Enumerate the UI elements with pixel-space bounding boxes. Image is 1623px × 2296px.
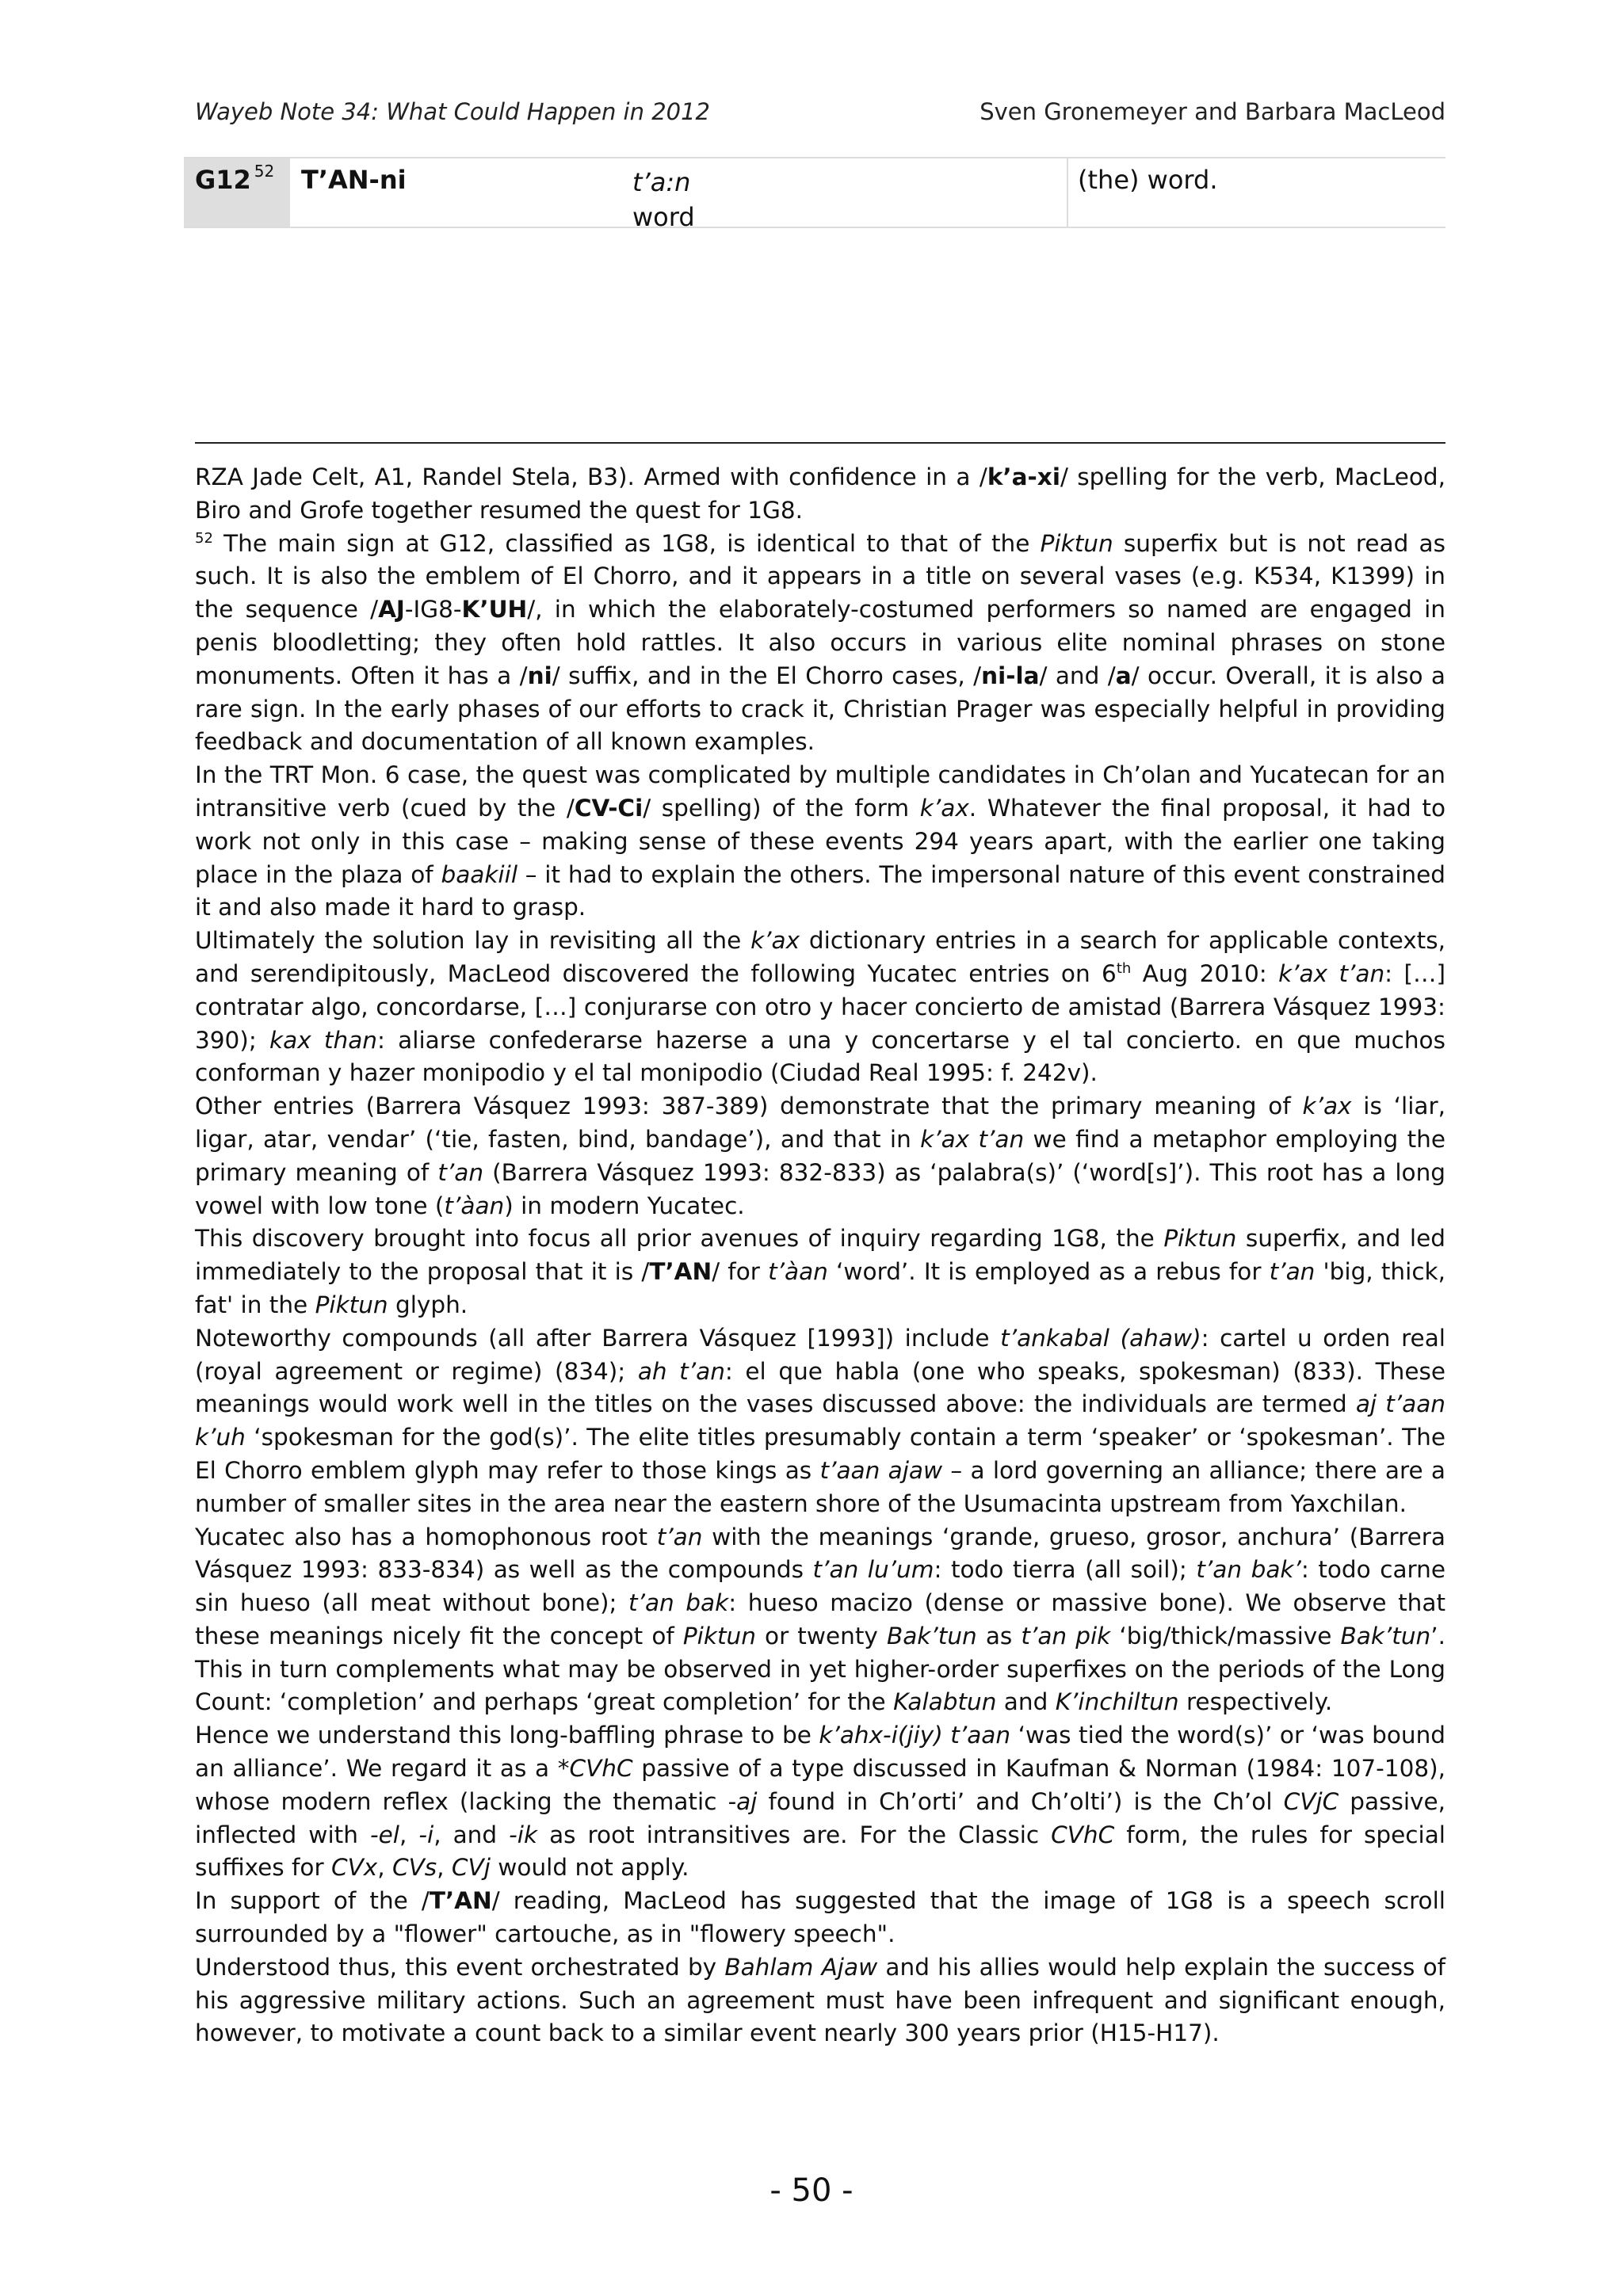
translation: (the) word. [1078,165,1218,195]
transliteration: T’AN-ni [301,165,407,195]
footnote-paragraph: In support of the /T’AN/ reading, MacLeod has suggested that the image of 1G8 is a speech scroll surrounded by a "flower" cartouche, as in "flowery speech". [195,1887,1445,1948]
running-header [195,98,1445,130]
footnote-separator [195,442,1445,444]
page-number: - 50 - [769,2172,854,2209]
footnote-paragraph: Understood thus, this event orchestrated by Bahlam Ajaw and his allies would help explain the success of his aggressive military actions. Such an agreement must have been infrequent and significant enough, however, to motivate a count back to a similar event nearly 300 years prior (H15-H17). [195,1953,1446,2047]
footnote-ref[interactable]: 52 [254,162,275,181]
footnote-paragraph: Noteworthy compounds (all after Barrera Vásquez [1993]) include t’ankabal (ahaw): cartel u orden real (royal agreement or regime) (834); ah t’an: el que habla (one who speaks, spokesman) (833). These meanings would work well in the titles on the vases discussed above: the individuals are termed aj t’aan k’uh ‘spokesman for the god(s)’. The elite titles presumably contain a term ‘speaker’ or ‘spokesman’. The El Chorro emblem glyph may refer to those kings as t’aan ajaw – a lord governing an alliance; there are a number of smaller sites in the area near the eastern shore of the Usumacinta upstream from Yaxchilan. [195,1324,1445,1517]
footnote-52: $^{52}$ The main sign at G12, classified as 1G8, is identical to that of the Piktun superfix but is not read as such. It is also the emblem of El Chorro, and it appears in a title on several vases (e.g. K534, K1399) in the sequence /AJ-IG8-K’UH/, in which the elaborately-costumed performers so named are engaged in penis bloodletting; they often hold rattles. It also occurs in various elite nominal phrases on stone monuments. Often it has a /ni/ suffix, and in the El Chorro cases, /ni-la/ and /a/ occur. Overall, it is also a rare sign. In the early phases of our efforts to crack it, Christian Prager was especially helpful in providing feedback and documentation of all known examples. [195,529,1446,756]
glyph-gloss-table [184,157,1445,232]
footnote-paragraph: Other entries (Barrera Vásquez 1993: 387-389) demonstrate that the primary meaning of k’ax is ‘liar, ligar, atar, vendar’ (‘tie, fasten, bind, bandage’), and that in k’ax t’an we find a metaphor employing the primary meaning of t’an (Barrera Vásquez 1993: 832-833) as ‘palabra(s)’ (‘word[s]’). This root has a long vowel with low tone (t’àan) in modern Yucatec. [195,1093,1445,1219]
column-divider [1067,158,1068,227]
block-coordinate: G12 [195,165,251,195]
footnote-paragraph: Ultimately the solution lay in revisiting all the k’ax dictionary entries in a search for applicable contexts, and serendipitously, MacLeod discovered the following Yucatec entries on 6th Aug 2010: k’ax t’an: […] contratar algo, concordarse, […] conjurarse con otro y hacer concierto de amistad (Barrera Vásquez 1993: 390); kax than: aliarse confederarse hazerse a una y concertarse y el tal concierto. en que muchos conforman y hazer monipodio y el tal monipodio (Ciudad Real 1995: f. 242v). [195,927,1446,1087]
footnotes [195,461,1445,2050]
block-coordinate-cell [184,158,290,227]
footnote-paragraph: This discovery brought into focus all prior avenues of inquiry regarding 1G8, the Piktun superfix, and led immediately to the proposal that it is /T’AN/ for t’àan ‘word’. It is employed as a rebus for t’an 'big, thick, fat' in the Piktun glyph. [195,1225,1446,1318]
footnote-paragraph: Yucatec also has a homophonous root t’an with the meanings ‘grande, grueso, grosor, anchura’ (Barrera Vásquez 1993: 833-834) as well as the compounds t’an lu’um: todo tierra (all soil); t’an bak’: todo carne sin hueso (all meat without bone); t’an bak: hueso macizo (dense or massive bone). We observe that these meanings nicely fit the concept of Piktun or twenty Bak’tun as t’an pik ‘big/thick/massive Bak’tun’. This in turn complements what may be observed in yet higher-order superfixes on the periods of the Long Count: ‘completion’ and perhaps ‘great completion’ for the Kalabtun and K’inchiltun respectively. [195,1523,1446,1716]
transcription-cell [632,165,695,235]
footnote-paragraph: In the TRT Mon. 6 case, the quest was complicated by multiple candidates in Ch’olan and Yucatecan for an intransitive verb (cued by the /CV-Ci/ spelling) of the form k’ax. Whatever the final proposal, it had to work not only in this case – making sense of these events 294 years apart, with the earlier one taking place in the plaza of baakiil – it had to explain the others. The impersonal nature of this event constrained it and also made it hard to grasp. [195,761,1446,921]
journal-title: Wayeb Note 34: What Could Happen in 2012 [195,98,711,125]
footnote-paragraph: Hence we understand this long-baffling phrase to be k’ahx-i(jiy) t’aan ‘was tied the word(s)’ or ‘was bound an alliance’. We regard it as a *CVhC passive of a type discussed in Kaufman & Norman (1984: 107-108), whose modern reflex (lacking the thematic -aj found in Ch’orti’ and Ch’olti’) is the Ch’ol CVjC passive, inflected with -el, -i, and -ik as root intransitives are. For the Classic CVhC form, the rules for special suffixes for CVx, CVs, CVj would not apply. [195,1722,1446,1882]
authors: Sven Gronemeyer and Barbara MacLeod [980,98,1445,125]
footnote-number: 52 [195,529,213,547]
morphological-gloss: word [632,202,695,232]
transcription: t’a:n [632,167,691,197]
table-row [184,158,1445,232]
footnote-continuation: RZA Jade Celt, A1, Randel Stela, B3). Armed with confidence in a /k’a-xi/ spelling for the verb, MacLeod, Biro and Grofe together resumed the quest for 1G8. [195,463,1445,524]
